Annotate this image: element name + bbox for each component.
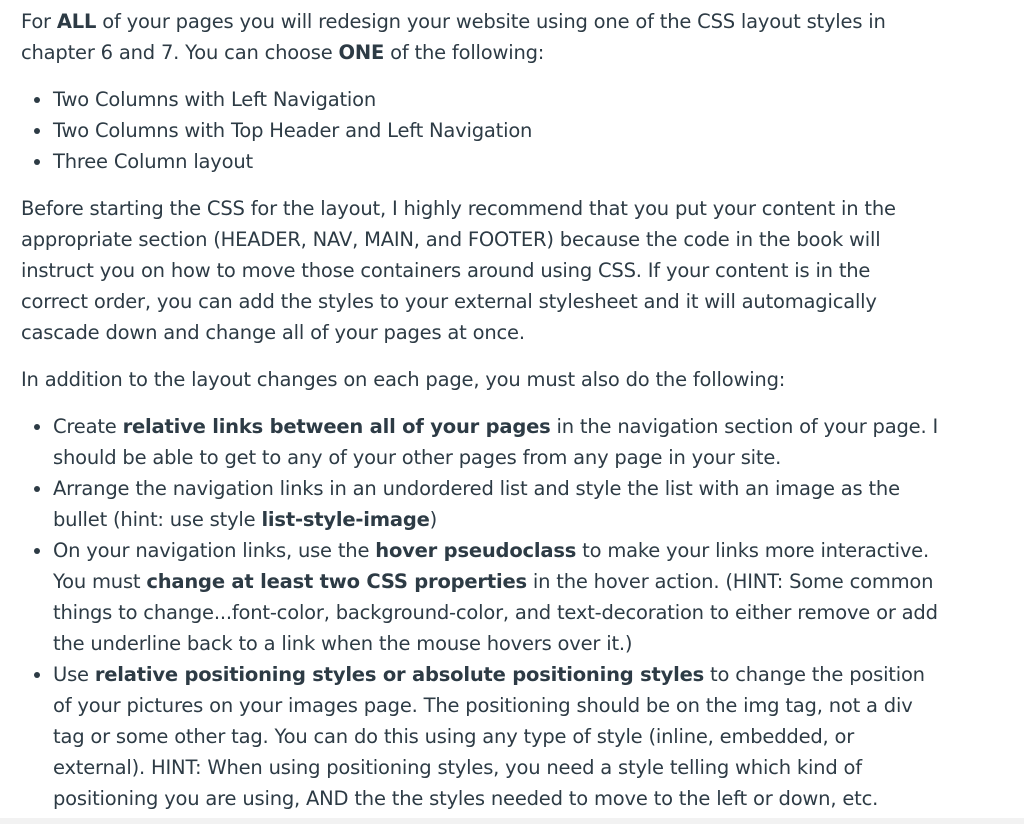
- req-text: Arrange the navigation links in an undordered list and style the list with an image as the bullet (hint: use style: [53, 477, 900, 531]
- assignment-content: [21, 6, 941, 814]
- requirement-relative-links: [53, 411, 941, 473]
- req-bold: change at least two CSS properties: [146, 570, 527, 593]
- before-paragraph: Before starting the CSS for the layout, I highly recommend that you put your content in the appropriate section (HEADER, NAV, MAIN, and FOOTER) because the code in the book will instruct you on how to move those containers around using CSS. If your content is in the correct order, you can add the styles to your external stylesheet and it will automagically cascade down and change all of your pages at once.: [21, 197, 896, 344]
- req-text: in the navigation section of your page. I should be able to get to any of your other pages from any page in your site.: [53, 415, 938, 469]
- bottom-edge: [0, 818, 1024, 824]
- req-text: in the hover action. (HINT: Some common things to change...font-color, background-color, and text-decoration to either remove or add the underline back to a link when the mouse hovers over it.): [53, 570, 938, 655]
- req-bold: hover pseudoclass: [375, 539, 577, 562]
- addition-paragraph: In addition to the layout changes on each page, you must also do the following:: [21, 368, 786, 391]
- req-text: Use: [53, 663, 95, 686]
- req-bold: list-style-image: [261, 508, 430, 531]
- req-text: to make your links more interactive. You must: [53, 539, 929, 593]
- requirement-hover-pseudoclass: [53, 535, 941, 659]
- req-text: ): [429, 508, 438, 531]
- layout-option: • Three Column layout: [53, 146, 941, 177]
- intro-paragraph: [21, 6, 941, 68]
- requirement-positioning: [53, 659, 941, 814]
- intro-text-2: of your pages you will redesign your website using one of the CSS layout styles in chapter 6 and 7. You can choose: [21, 10, 886, 64]
- requirement-unordered-list: [53, 473, 941, 535]
- intro-text-3: of the following:: [384, 41, 545, 64]
- req-bold: relative links between all of your pages: [122, 415, 551, 438]
- layout-option: • Two Columns with Top Header and Left Navigation: [53, 115, 941, 146]
- requirements-list: [21, 411, 941, 814]
- layout-options-list: [21, 84, 941, 177]
- intro-bold-all: ALL: [56, 10, 97, 33]
- req-bold: relative positioning styles or absolute positioning styles: [94, 663, 705, 686]
- intro-text-1: For: [21, 10, 57, 33]
- req-text: to change the position of your pictures on your images page. The positioning should be on the img tag, not a div tag or some other tag. You can do this using any type of style (inline, embedded, or external). HINT: When using positioning styles, you need a style telling which kind of positioning you are using, AND the the styles needed to move to the left or down, etc.: [53, 663, 925, 810]
- req-text: Create: [53, 415, 123, 438]
- intro-bold-one: ONE: [338, 41, 385, 64]
- layout-option: • Two Columns with Left Navigation: [53, 84, 941, 115]
- req-text: On your navigation links, use the: [53, 539, 376, 562]
